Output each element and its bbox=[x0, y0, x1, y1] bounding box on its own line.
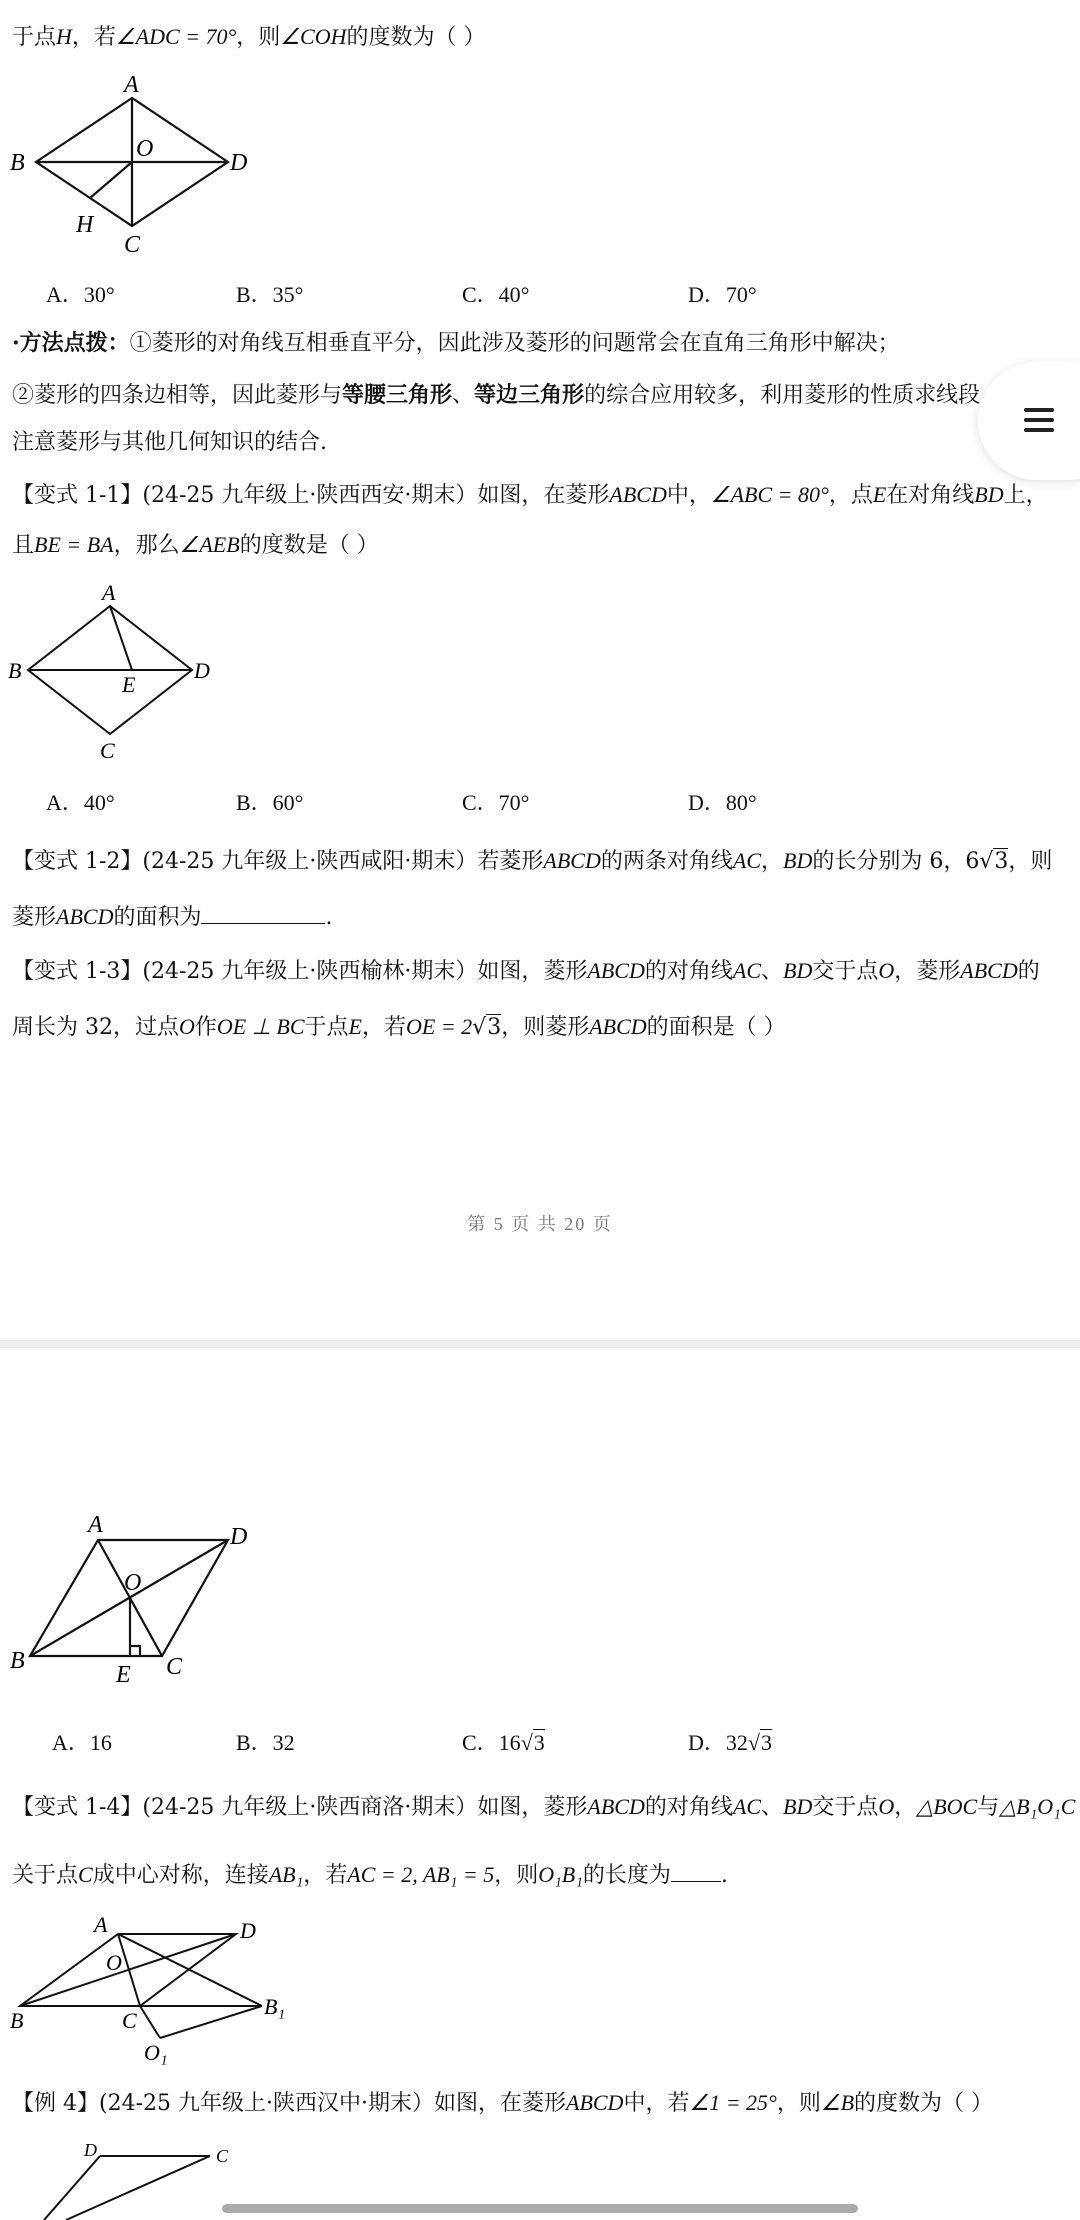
text: 中， bbox=[666, 483, 711, 508]
example-4-line bbox=[12, 2088, 993, 2119]
math-expr: OE ⊥ BC bbox=[216, 1014, 305, 1039]
label-C: C bbox=[166, 1654, 183, 1680]
label-E: E bbox=[116, 1662, 131, 1686]
label-B: B bbox=[8, 658, 22, 683]
text: 交于点 bbox=[812, 959, 879, 984]
math-num: 3 bbox=[994, 849, 1009, 874]
text: (24-25 九年级上·陕西商洛·期末）如图，菱形 bbox=[142, 1795, 588, 1820]
label-D: D bbox=[194, 658, 210, 683]
math-var: ABCD bbox=[566, 2090, 624, 2115]
label-B: B bbox=[10, 150, 25, 176]
option-b: B．32 bbox=[236, 1730, 295, 1755]
text: 于点 bbox=[304, 1015, 349, 1040]
text: 的长度为 bbox=[582, 1863, 671, 1888]
text: ，则 bbox=[236, 25, 281, 50]
math-var: E bbox=[872, 482, 887, 507]
math-var: O bbox=[878, 958, 895, 983]
option-a: A．16 bbox=[52, 1730, 112, 1755]
text: 的面积为 bbox=[113, 905, 202, 930]
math-num: 3 bbox=[760, 1730, 772, 1755]
answer-blank[interactable] bbox=[201, 903, 325, 924]
text: ，菱形 bbox=[894, 959, 961, 984]
method-line-2 bbox=[12, 380, 980, 411]
label-C: C bbox=[100, 738, 115, 763]
math-var: O bbox=[878, 1794, 895, 1819]
label-A: A bbox=[124, 72, 139, 98]
hamburger-icon bbox=[1024, 418, 1054, 422]
option-d: D．80° bbox=[688, 790, 757, 815]
label-B: B bbox=[10, 2008, 24, 2033]
text: 的度数为（ ） bbox=[346, 25, 486, 50]
math-var: O bbox=[179, 1014, 195, 1039]
label-D: D bbox=[230, 150, 248, 176]
text: 菱形 bbox=[12, 905, 57, 930]
math-expr: ∠1 = 25° bbox=[689, 2090, 777, 2115]
math-var: ABCD bbox=[587, 1794, 645, 1819]
method-line-1 bbox=[12, 328, 900, 359]
text: 【变式 1-3】 bbox=[12, 959, 143, 984]
hamburger-icon bbox=[1024, 428, 1054, 432]
option-d: D．70° bbox=[688, 282, 757, 307]
math-num: 3 bbox=[487, 1015, 502, 1040]
text: 【变式 1-1】 bbox=[12, 483, 143, 508]
text: 在对角线 bbox=[886, 483, 975, 508]
text: ①菱形的对角线互相垂直平分，因此涉及菱形的问题常会在直角三角形中解决； bbox=[129, 331, 900, 356]
text: 的面积是（ ） bbox=[646, 1015, 786, 1040]
question-line bbox=[12, 22, 485, 53]
math-expr: ∠AEB bbox=[179, 532, 240, 557]
option-d: D．32√3 bbox=[688, 1730, 772, 1755]
method-title: ·方法点拨： bbox=[12, 330, 130, 356]
text: 【变式 1-4】 bbox=[12, 1795, 143, 1820]
math-num: 6 bbox=[965, 849, 980, 874]
math-var: ABCD bbox=[589, 1014, 647, 1039]
math-var: E bbox=[348, 1014, 362, 1039]
label-D: D bbox=[230, 1524, 248, 1550]
math-var: AC bbox=[732, 958, 762, 983]
text: 且 bbox=[12, 533, 35, 558]
page-divider bbox=[0, 1340, 1080, 1348]
rhombus-figure-1 bbox=[0, 70, 280, 270]
label-A: A bbox=[94, 1912, 108, 1937]
text: 注意菱形与其他几何知识的结合. bbox=[12, 430, 327, 455]
label-O: O bbox=[124, 1570, 142, 1596]
option-d-text: D．32 bbox=[688, 1730, 748, 1755]
option-c: C．40° bbox=[462, 282, 530, 307]
menu-button[interactable] bbox=[978, 362, 1080, 480]
text: 【例 4】 bbox=[12, 2091, 99, 2116]
math-expr: AC = 2, AB₁ = 5 bbox=[347, 1862, 495, 1887]
text: ， bbox=[894, 1795, 917, 1820]
text: 中，若 bbox=[623, 2091, 690, 2116]
variant-1-1-line-2 bbox=[12, 530, 379, 561]
math-var: ABCD bbox=[609, 482, 667, 507]
text: ，若 bbox=[303, 1863, 348, 1888]
math-var: ABCD bbox=[960, 958, 1018, 983]
text: ，那么 bbox=[113, 533, 180, 558]
option-b: B．35° bbox=[236, 282, 304, 307]
text: 关于点 bbox=[12, 1863, 79, 1888]
label-O: O bbox=[106, 1950, 122, 1975]
math-var: BD bbox=[783, 958, 813, 983]
rhombus-figure-3 bbox=[0, 1506, 270, 1686]
math-expr: AB₁ bbox=[268, 1862, 304, 1887]
text: (24-25 九年级上·陕西咸阳·期末）若菱形 bbox=[142, 849, 544, 874]
math-expr: O₁B₁ bbox=[538, 1862, 583, 1887]
math-expr: △B₁O₁C bbox=[999, 1794, 1076, 1819]
text: 的度数为（ ） bbox=[854, 2091, 994, 2116]
math-var: AC bbox=[732, 848, 762, 873]
variant-1-2-line-2 bbox=[12, 902, 332, 933]
rhombus-figure-4 bbox=[0, 1910, 300, 2080]
text: (24-25 九年级上·陕西榆林·期末）如图，菱形 bbox=[142, 959, 588, 984]
label-D: D bbox=[240, 1918, 256, 1943]
label-H: H bbox=[76, 212, 94, 238]
math-var: AC bbox=[732, 1794, 762, 1819]
label-B: B bbox=[10, 1648, 25, 1674]
math-expr: △BOC bbox=[916, 1794, 978, 1819]
text: 、 bbox=[761, 1795, 784, 1820]
option-b: B．60° bbox=[236, 790, 304, 815]
math-expr: ∠COH bbox=[280, 24, 347, 49]
math-expr: ∠ADC = 70° bbox=[115, 24, 237, 49]
option-a: A．40° bbox=[46, 790, 115, 815]
variant-1-1-line-1 bbox=[12, 480, 1048, 511]
math-var: H bbox=[56, 24, 72, 49]
option-c: C．16√3 bbox=[462, 1730, 545, 1755]
label-C: C bbox=[122, 2008, 137, 2033]
hamburger-icon bbox=[1024, 408, 1054, 412]
label-A: A bbox=[102, 580, 116, 605]
text: ，则 bbox=[494, 1863, 539, 1888]
text: ，若 bbox=[361, 1015, 406, 1040]
text: 的 bbox=[1017, 959, 1040, 984]
variant-1-4-line-2 bbox=[12, 1860, 728, 1891]
label-O1: O₁ bbox=[144, 2040, 168, 2065]
label-C: C bbox=[124, 232, 141, 258]
label-C: C bbox=[216, 2146, 229, 2166]
text: ， bbox=[761, 849, 784, 874]
math-num: 3 bbox=[533, 1730, 545, 1755]
math-var: BD bbox=[783, 1794, 813, 1819]
text: 的综合应用较多，利用菱形的性质求线段 bbox=[584, 383, 981, 408]
text: 等腰三角形 bbox=[342, 382, 453, 408]
text: 的对角线 bbox=[644, 1795, 733, 1820]
rhombus-figure-5 bbox=[0, 2138, 260, 2220]
math-expr: BE = BA bbox=[34, 532, 114, 557]
method-line-3 bbox=[12, 428, 327, 458]
text: 等边三角形 bbox=[474, 382, 585, 408]
text: . bbox=[325, 905, 333, 930]
answer-blank[interactable] bbox=[671, 1861, 721, 1882]
text: (24-25 九年级上·陕西西安·期末）如图，在菱形 bbox=[142, 483, 610, 508]
label-A: A bbox=[88, 1512, 103, 1538]
variant-1-3-line-2: 周长为 32，过点O作OE ⊥ BC于点E，若OE = 2√3，则菱形ABCD的面积是（ ） bbox=[12, 1014, 786, 1040]
text: (24-25 九年级上·陕西汉中·期末）如图，在菱形 bbox=[99, 2091, 566, 2116]
text: 的对角线 bbox=[644, 959, 733, 984]
text: 于点 bbox=[12, 25, 57, 50]
variant-1-2-line-1: 【变式 1-2】(24-25 九年级上·陕西咸阳·期末）若菱形ABCD的两条对角线AC，BD的长分别为 6，6√3，则 bbox=[12, 848, 1053, 874]
math-var: ABCD bbox=[56, 904, 114, 929]
math-var: BD bbox=[783, 848, 813, 873]
math-expr: OE = 2 bbox=[406, 1014, 473, 1039]
page-number: 第 5 页 共 20 页 bbox=[467, 1214, 613, 1234]
text: 、 bbox=[452, 383, 475, 408]
text: 成中心对称，连接 bbox=[92, 1863, 269, 1888]
text: ②菱形的四条边相等，因此菱形与 bbox=[12, 383, 343, 408]
text: 周长为 32，过点 bbox=[12, 1015, 179, 1040]
text: 的度数是（ ） bbox=[239, 533, 379, 558]
label-B1: B₁ bbox=[264, 1994, 286, 2019]
label-O: O bbox=[136, 136, 154, 162]
math-expr: ∠B bbox=[820, 2090, 855, 2115]
text: ，则菱形 bbox=[501, 1015, 590, 1040]
text: 交于点 bbox=[812, 1795, 879, 1820]
text: . bbox=[720, 1863, 728, 1888]
text: 、 bbox=[761, 959, 784, 984]
text: 上， bbox=[1003, 483, 1048, 508]
text: 作 bbox=[194, 1015, 217, 1040]
text: 【变式 1-2】 bbox=[12, 849, 143, 874]
math-expr: ∠ABC = 80° bbox=[710, 482, 829, 507]
text: ，点 bbox=[828, 483, 873, 508]
text: ，若 bbox=[71, 25, 116, 50]
label-D: D bbox=[84, 2140, 97, 2160]
text: 与 bbox=[977, 1795, 1000, 1820]
variant-1-3-line-1 bbox=[12, 956, 1040, 987]
math-var: ABCD bbox=[587, 958, 645, 983]
math-var: BD bbox=[974, 482, 1004, 507]
variant-1-4-line-1 bbox=[12, 1792, 1075, 1823]
option-c: C．70° bbox=[462, 790, 530, 815]
option-a: A．30° bbox=[46, 282, 115, 307]
text: 的长分别为 6， bbox=[812, 849, 966, 874]
math-var: ABCD bbox=[543, 848, 601, 873]
option-c-text: C．16 bbox=[462, 1730, 521, 1755]
math-var: C bbox=[78, 1862, 93, 1887]
text: 的两条对角线 bbox=[600, 849, 733, 874]
label-E: E bbox=[122, 672, 136, 697]
text: ，则 bbox=[776, 2091, 821, 2116]
home-indicator[interactable] bbox=[222, 2204, 858, 2213]
rhombus-figure-2 bbox=[0, 578, 240, 778]
text: ，则 bbox=[1008, 849, 1053, 874]
